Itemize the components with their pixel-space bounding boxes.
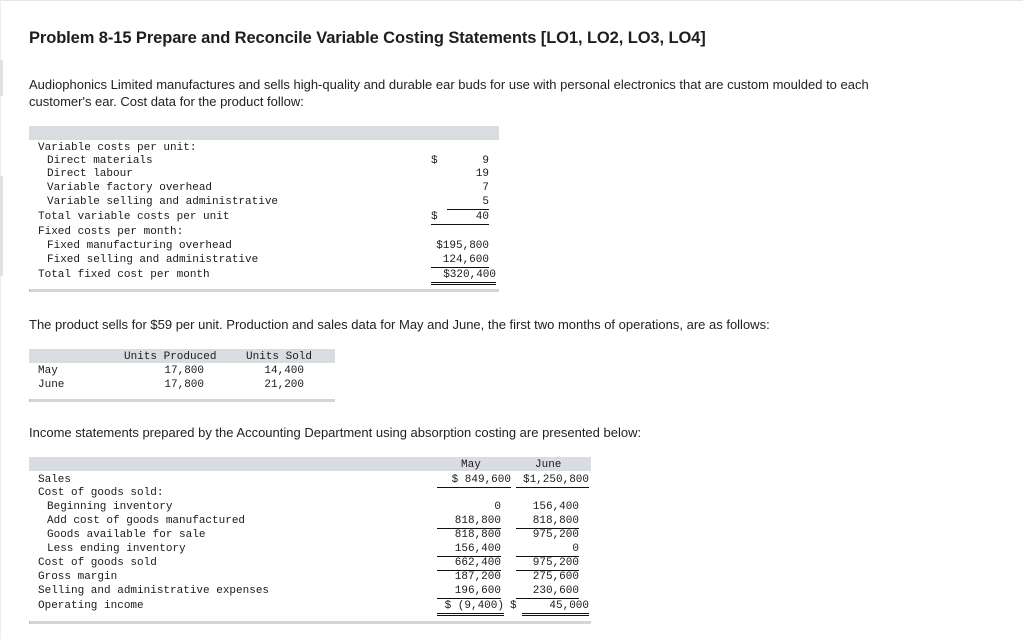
page-title: Problem 8-15 Prepare and Reconcile Variable Costing Statements [LO1, LO2, LO3, LO4] — [29, 29, 706, 47]
month-label: May — [38, 365, 58, 377]
row-label: Direct materials — [47, 155, 153, 167]
units-produced: 17,800 — [164, 379, 204, 391]
may-value: 662,400 — [437, 556, 501, 571]
table-row — [38, 141, 498, 155]
row-value: 9 — [482, 155, 489, 167]
june-value: 975,200 — [532, 529, 579, 541]
row-label: Variable selling and administrative — [47, 196, 279, 208]
month-label: June — [38, 379, 65, 391]
row-value: $320,400 — [431, 268, 496, 285]
units-sold: 21,200 — [264, 379, 304, 391]
column-header-produced: Units Produced — [124, 351, 217, 363]
row-label: Gross margin — [38, 571, 118, 583]
row-value: 19 — [475, 168, 489, 180]
table-row — [38, 486, 591, 500]
may-value: $ (9,400) — [437, 599, 504, 616]
table-row — [47, 500, 591, 514]
row-label: Direct labour — [47, 168, 133, 180]
table-row — [38, 556, 591, 570]
units-produced: 17,800 — [164, 365, 204, 377]
table-footer-bar — [29, 289, 499, 292]
row-label: Operating income — [38, 600, 144, 612]
table-row — [47, 167, 498, 181]
row-label: Total variable costs per unit — [38, 211, 230, 223]
table-row — [38, 378, 335, 392]
table-footer-bar — [29, 621, 591, 624]
row-label: Goods available for sale — [47, 529, 206, 541]
table-row — [47, 542, 591, 556]
table-row — [38, 570, 591, 584]
column-header-june: June — [535, 459, 562, 471]
row-label: Selling and administrative expenses — [38, 585, 270, 597]
fixed-costs-header: Fixed costs per month: — [38, 226, 184, 238]
june-value: 156,400 — [532, 501, 579, 513]
table-header-bar — [29, 126, 499, 140]
table-row — [47, 528, 591, 542]
column-header-sold: Units Sold — [246, 351, 313, 363]
production-sales-table — [29, 349, 335, 405]
row-label: Fixed manufacturing overhead — [47, 240, 232, 252]
row-value: $195,800 — [436, 240, 489, 252]
row-label: Sales — [38, 474, 72, 486]
income-statement-table — [29, 457, 591, 633]
june-value: 818,800 — [516, 514, 579, 529]
table-footer-bar — [29, 399, 335, 402]
june-value: 975,200 — [516, 556, 579, 571]
table-row — [47, 195, 498, 209]
cogs-header: Cost of goods sold: — [38, 487, 164, 499]
units-sold: 14,400 — [264, 365, 304, 377]
may-value: $ 849,600 — [437, 473, 511, 488]
column-header-may: May — [461, 459, 481, 471]
cost-data-table — [29, 126, 499, 296]
row-label: Cost of goods sold — [38, 557, 157, 569]
table-header-row — [29, 458, 591, 472]
intro-paragraph: Audiophonics Limited manufactures and sells high-quality and durable ear buds for use with personal electronics that are custom moulded to each customer's ear. Cost data for the product follow: — [29, 77, 869, 109]
june-value: 45,000 — [522, 599, 589, 616]
table-row — [47, 181, 498, 195]
row-value: 7 — [482, 182, 489, 194]
row-value: 5 — [447, 195, 489, 210]
row-label: Add cost of goods manufactured — [47, 515, 246, 527]
june-value: 230,600 — [516, 584, 579, 599]
june-value: 275,600 — [532, 571, 579, 583]
row-value: 40 — [431, 210, 489, 225]
table-row — [47, 253, 498, 267]
table-row — [38, 599, 591, 613]
table-row — [38, 364, 335, 378]
row-label: Variable factory overhead — [47, 182, 213, 194]
table-row — [47, 154, 498, 168]
row-label: Fixed selling and administrative — [47, 254, 259, 266]
row-label: Less ending inventory — [47, 543, 186, 555]
left-margin-marker — [0, 60, 3, 96]
dollar-sign: $ — [431, 155, 438, 167]
may-value: 196,600 — [437, 584, 501, 599]
june-value: $1,250,800 — [516, 473, 589, 488]
may-value: 0 — [494, 501, 501, 513]
table-row — [38, 473, 591, 487]
left-margin-marker — [0, 176, 3, 276]
row-label: Beginning inventory — [47, 501, 173, 513]
table-row — [38, 225, 498, 239]
variable-costs-header: Variable costs per unit: — [38, 142, 197, 154]
income-paragraph: Income statements prepared by the Accounting Department using absorption costing are presented below: — [29, 425, 642, 440]
table-row — [47, 239, 498, 253]
table-row — [38, 584, 591, 598]
table-header-row — [29, 350, 335, 364]
dollar-sign: $ — [510, 600, 517, 612]
table-row — [47, 514, 591, 528]
table-row — [38, 210, 498, 224]
table-row — [38, 268, 498, 282]
row-label: Total fixed cost per month — [38, 269, 210, 281]
sales-paragraph: The product sells for $59 per unit. Production and sales data for May and June, the first two months of operations, are as follows: — [29, 317, 770, 332]
may-value: 187,200 — [454, 571, 501, 583]
june-value: 0 — [516, 542, 579, 557]
row-value: 124,600 — [431, 253, 489, 268]
may-value: 156,400 — [437, 542, 501, 557]
may-value: 818,800 — [454, 529, 501, 541]
may-value: 818,800 — [437, 514, 501, 529]
dollar-sign: $ — [431, 211, 438, 223]
